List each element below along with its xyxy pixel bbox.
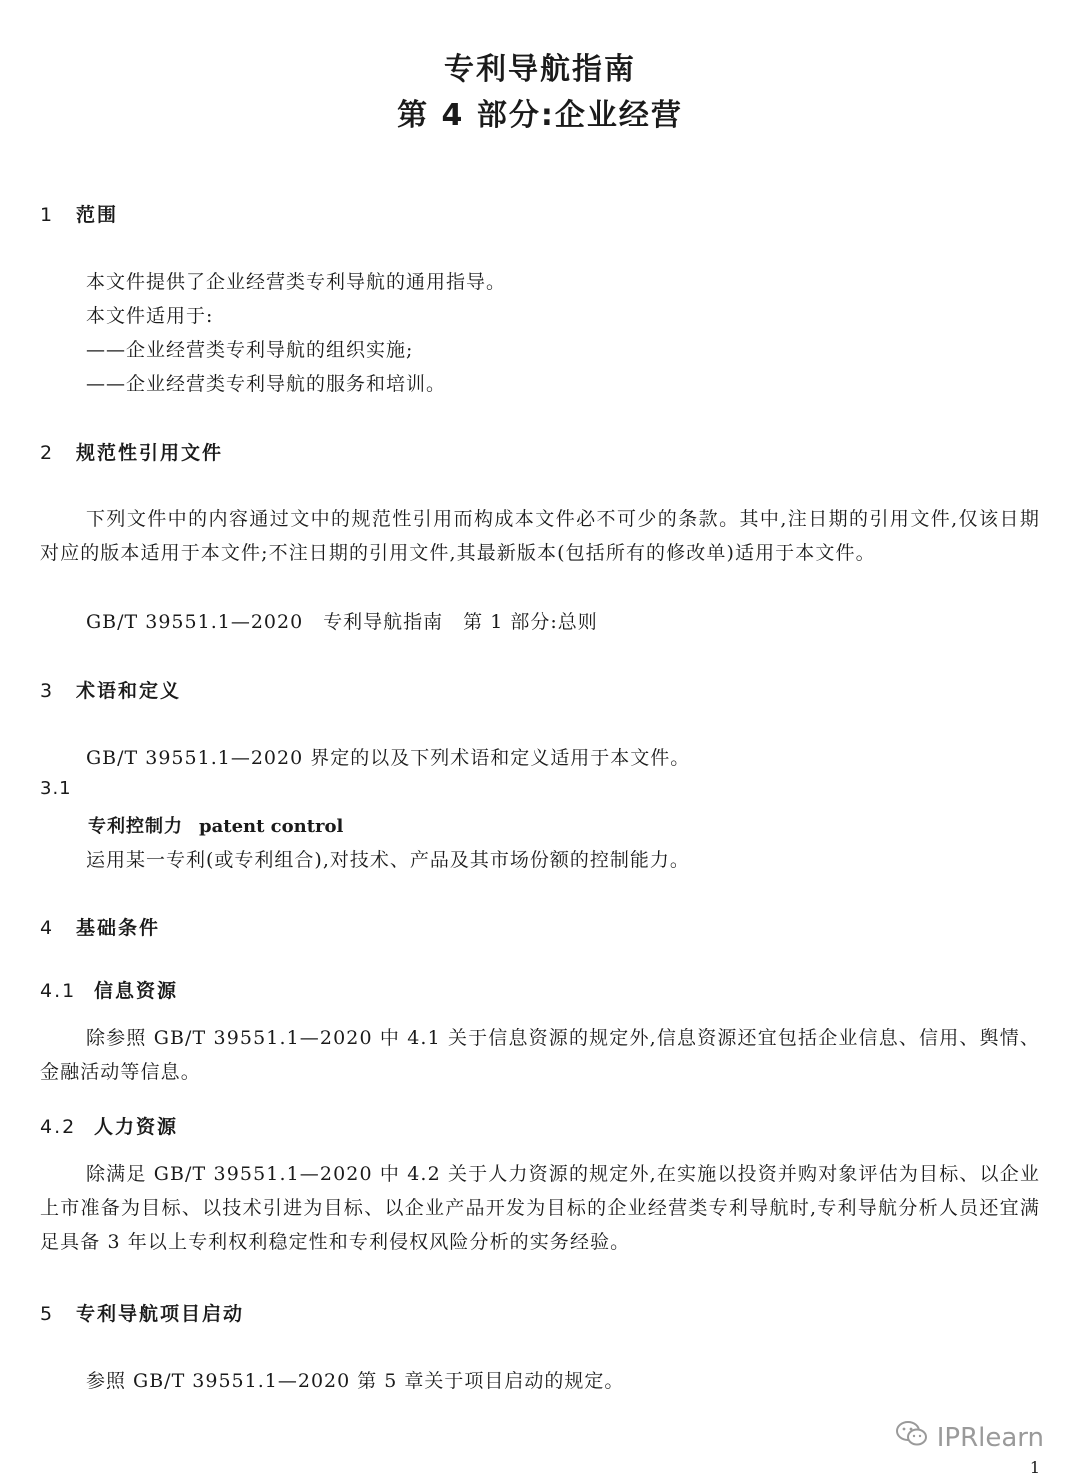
section-title: 术语和定义 <box>76 680 182 702</box>
terms-intro: GB/T 39551.1—2020 界定的以及下列术语和定义适用于本文件。 <box>86 747 691 769</box>
watermark <box>895 1420 1044 1455</box>
section-number: 2 <box>40 442 55 464</box>
scope-line-2: 本文件适用于: <box>86 305 214 327</box>
section-3-heading <box>40 676 181 703</box>
subsection-title: 人力资源 <box>94 1116 179 1138</box>
scope-line-4: ——企业经营类专利导航的服务和培训。 <box>86 373 447 395</box>
section-4-heading <box>40 913 160 940</box>
section-4-1-heading <box>40 976 178 1003</box>
normative-references-paragraph: 下列文件中的内容通过文中的规范性引用而构成本文件必不可少的条款。其中,注日期的引用文件,仅该日期对应的版本适用于本文件;不注日期的引用文件,其最新版本(包括所有的修改单)适用于本文件。 <box>40 508 1040 564</box>
document-title: 专利导航指南 <box>444 52 636 87</box>
reference-item: GB/T 39551.1—2020 专利导航指南 第 1 部分:总则 <box>86 611 598 633</box>
section-number: 4 <box>40 917 55 939</box>
wechat-icon <box>895 1420 929 1455</box>
subsection-number: 4.2 <box>40 1116 77 1138</box>
section-title: 专利导航项目启动 <box>76 1303 245 1325</box>
document-subtitle: 第 4 部分:企业经营 <box>397 98 683 133</box>
section-title: 范围 <box>76 204 119 226</box>
scope-line-1: 本文件提供了企业经营类专利导航的通用指导。 <box>86 271 507 293</box>
subsection-title: 信息资源 <box>94 980 179 1002</box>
section-1-heading <box>40 200 118 227</box>
section-4-1-paragraph: 除参照 GB/T 39551.1—2020 中 4.1 关于信息资源的规定外,信息资源还宜包括企业信息、信用、舆情、金融活动等信息。 <box>40 1027 1040 1083</box>
term-definition: 运用某一专利(或专利组合),对技术、产品及其市场份额的控制能力。 <box>86 849 690 871</box>
section-title: 基础条件 <box>76 917 161 939</box>
section-number: 1 <box>40 204 55 226</box>
section-5-paragraph: 参照 GB/T 39551.1—2020 第 5 章关于项目启动的规定。 <box>86 1370 625 1392</box>
term-chinese: 专利控制力 <box>88 816 183 837</box>
section-2-heading <box>40 438 223 465</box>
section-4-2-paragraph: 除满足 GB/T 39551.1—2020 中 4.2 关于人力资源的规定外,在实施以投资并购对象评估为目标、以企业上市准备为目标、以技术引进为目标、以企业产品开发为目标的企业经营类专利导航时,专利导航分析人员还宜满足具备 3 年以上专利权利稳定性和专利侵权风险分析的实务经验。 <box>40 1163 1040 1253</box>
term-number: 3.1 <box>40 778 72 799</box>
section-title: 规范性引用文件 <box>76 442 224 464</box>
watermark-text: IPRlearn <box>936 1422 1044 1453</box>
section-number: 3 <box>40 680 55 702</box>
term-heading <box>88 812 343 838</box>
section-4-2-heading <box>40 1112 178 1139</box>
page-number: 1 <box>1029 1458 1040 1477</box>
term-english: patent control <box>199 816 344 837</box>
section-number: 5 <box>40 1303 55 1325</box>
subsection-number: 4.1 <box>40 980 77 1002</box>
scope-line-3: ——企业经营类专利导航的组织实施; <box>86 339 414 361</box>
section-5-heading <box>40 1299 244 1326</box>
